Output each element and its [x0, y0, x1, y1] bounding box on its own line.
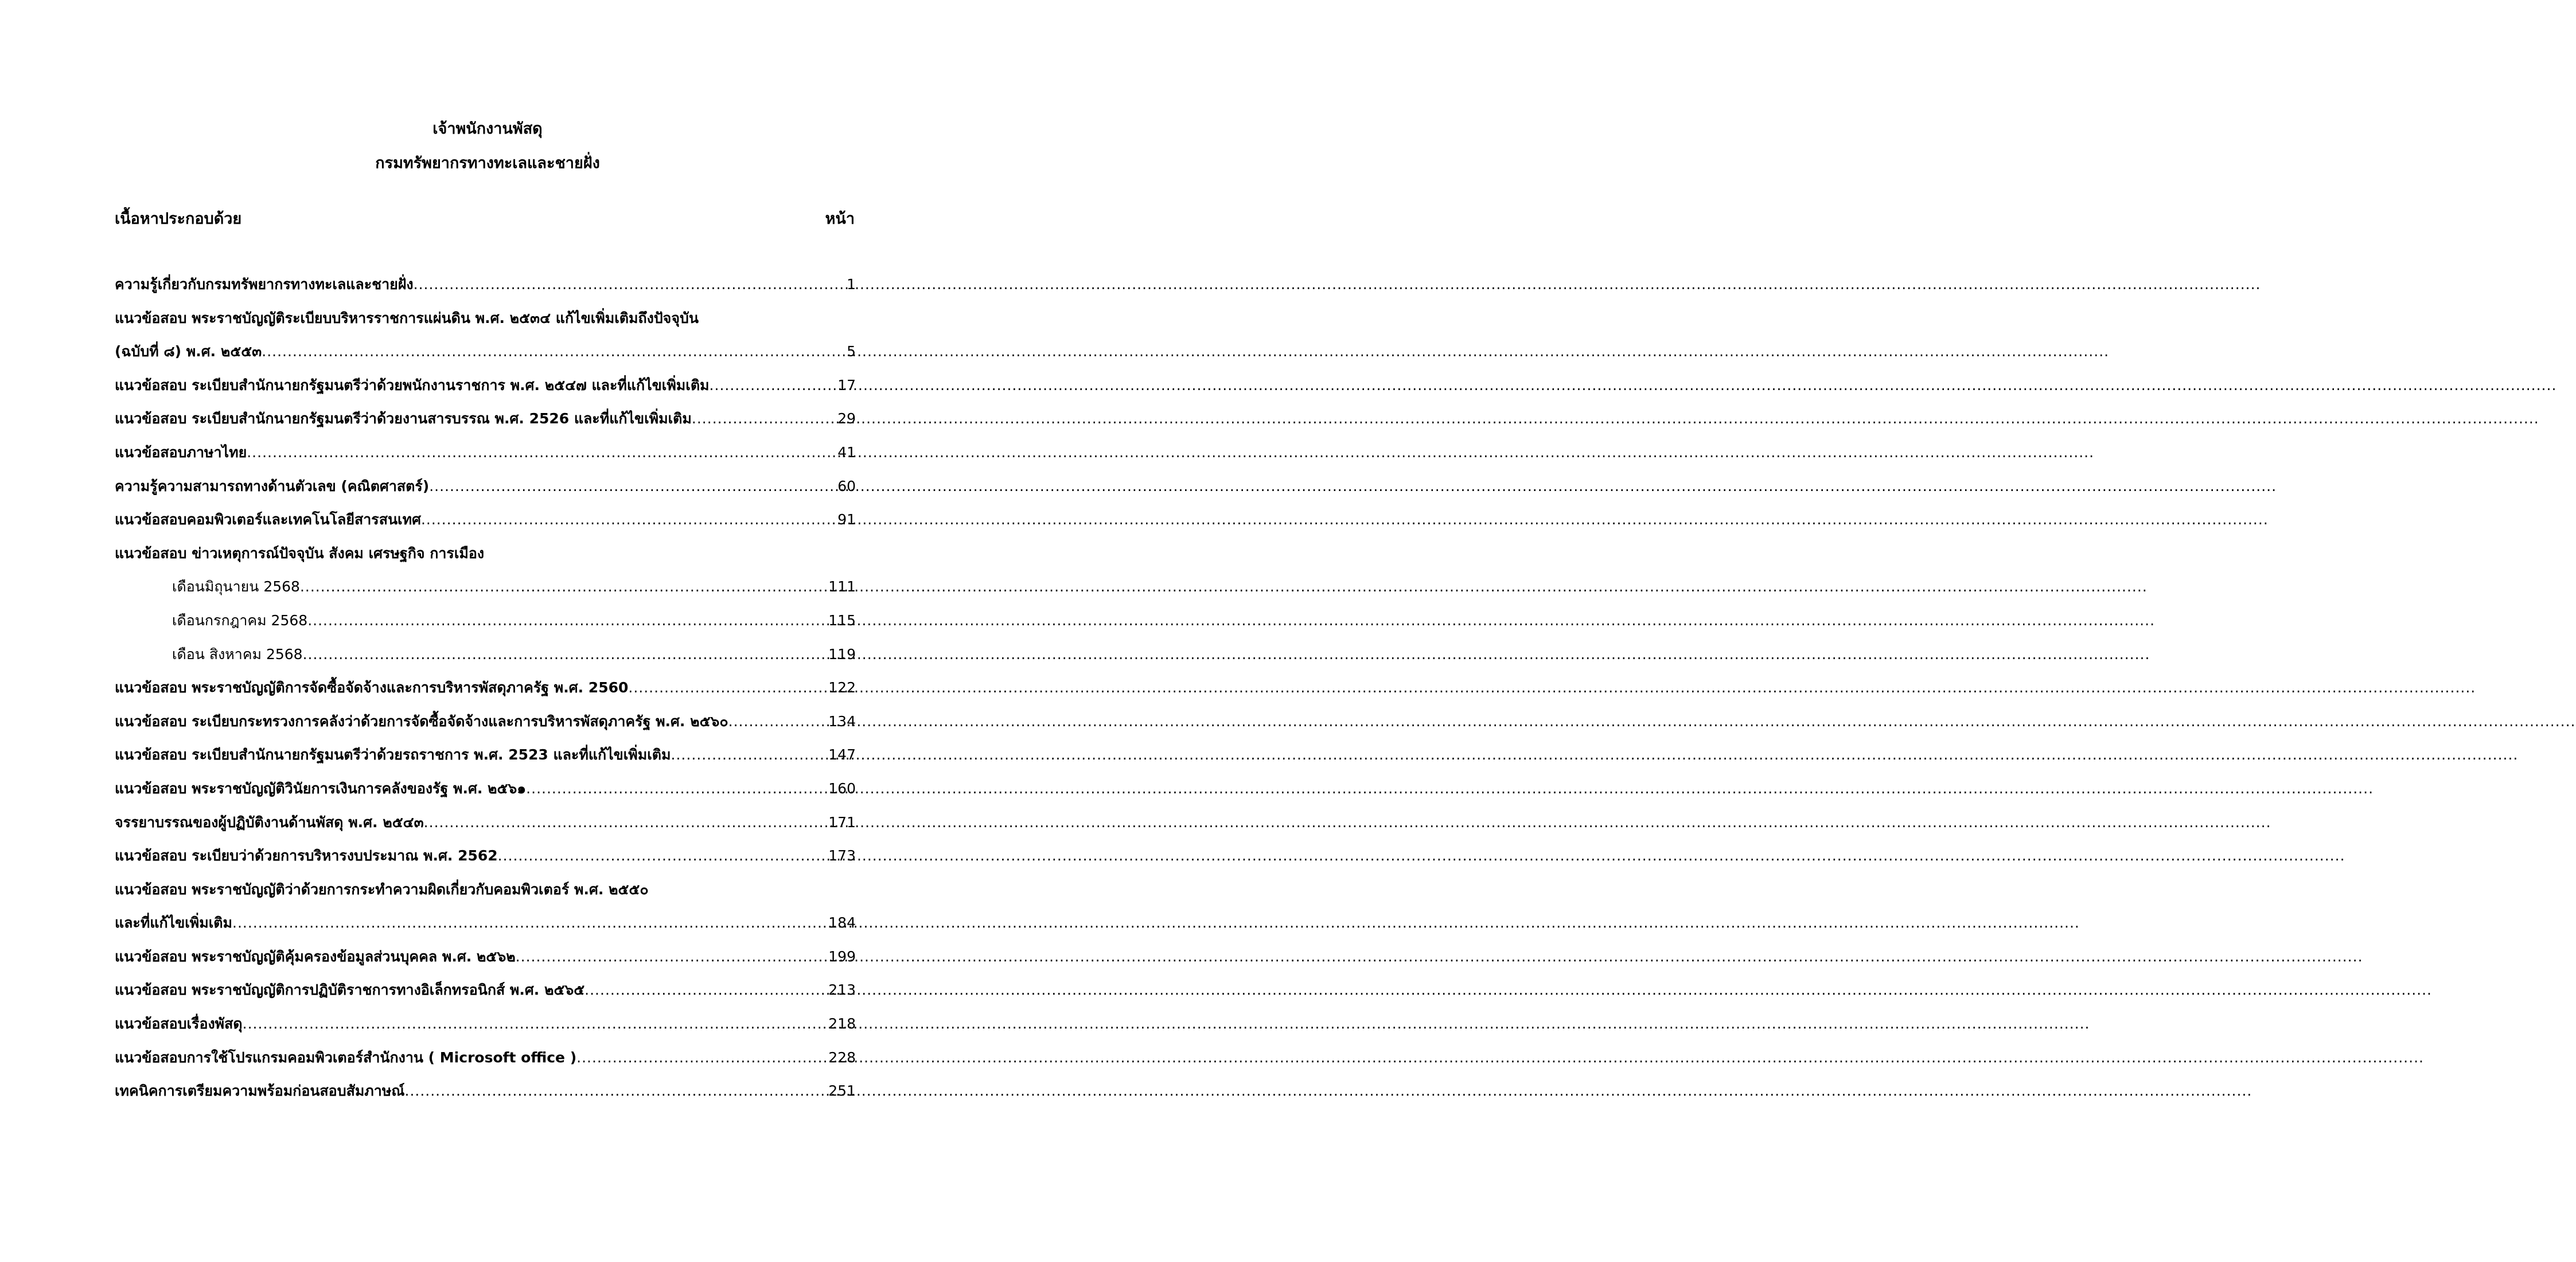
toc-entry-title: แนวข้อสอบการใช้โปรแกรมคอมพิวเตอร์สำนักงาน ( Microsoft office ): [115, 1049, 577, 1066]
toc-entry: [115, 407, 856, 441]
toc-entry-title: แนวข้อสอบ ระเบียบว่าด้วยการบริหารงบประมาณ พ.ศ. 2562: [115, 847, 498, 864]
toc-entry-title: แนวข้อสอบ พระราชบัญญัติการปฏิบัติราชการทางอิเล็กทรอนิกส์ พ.ศ. ๒๕๖๕: [115, 981, 585, 999]
toc-entry-page: 134: [828, 712, 856, 730]
toc-entry: [115, 676, 856, 710]
toc-dot-leader: [628, 676, 827, 699]
toc-dot-leader: [429, 475, 836, 498]
toc-entry-page: 199: [828, 948, 856, 965]
toc-entry: [115, 844, 856, 878]
toc-dot-leader: [424, 811, 828, 834]
toc-entry-page: 184: [828, 914, 856, 932]
toc-entry-title: จรรยาบรรณของผู้ปฏิบัติงานด้านพัสดุ พ.ศ. ๒๕๔๓: [115, 813, 424, 831]
toc-entry: [115, 912, 856, 945]
toc-entry-title: (ฉบับที่ ๘) พ.ศ. ๒๕๕๓: [115, 343, 262, 360]
toc-entry-title: แนวข้อสอบ พระราชบัญญัติระเบียบบริหารราชการแผ่นดิน พ.ศ. ๒๕๓๔ แก้ไขเพิ่มเติมถึงปัจจุบัน: [115, 309, 699, 326]
toc-entry-page: 119: [828, 645, 856, 663]
toc-entry: [115, 643, 856, 677]
toc-entry-page: 218: [828, 1015, 856, 1033]
toc-entry-title: เทคนิคการเตรียมความพร้อมก่อนสอบสัมภาษณ์: [115, 1082, 405, 1100]
toc-entry-page: 41: [837, 443, 856, 461]
toc-entry: [115, 273, 856, 307]
toc-entry-page: 173: [828, 847, 856, 864]
document-subtitle: กรมทรัพยากรทางทะเลและชายฝั่ง: [375, 154, 600, 172]
toc-entry: [115, 441, 856, 475]
toc-entry-page: 60: [837, 477, 856, 494]
toc-entry-title: เดือนกรกฎาคม 2568: [172, 611, 308, 629]
toc-entry: [115, 609, 856, 643]
toc-dot-leader: [303, 643, 828, 666]
toc-dot-leader: [498, 844, 828, 867]
toc-entry-page: 17: [837, 376, 856, 394]
toc-entry: [115, 979, 856, 1012]
toc-entry: [115, 307, 856, 341]
toc-entry: [115, 542, 856, 576]
toc-entry-title: แนวข้อสอบคอมพิวเตอร์และเทคโนโลยีสารสนเทศ: [115, 511, 421, 528]
toc-entry-title: แนวข้อสอบ ระเบียบสำนักนายกรัฐมนตรีว่าด้วยรถราชการ พ.ศ. 2523 และที่แก้ไขเพิ่มเติม: [115, 746, 671, 764]
toc-entry: [115, 811, 856, 845]
toc-dot-leader: [243, 1012, 828, 1035]
toc-dot-leader: [247, 441, 836, 464]
toc-dot-leader: [300, 575, 827, 598]
toc-entry: [115, 340, 856, 374]
toc-entry: [115, 374, 856, 408]
toc-entry-title: แนวข้อสอบ ข่าวเหตุการณ์ปัจจุบัน สังคม เศรษฐกิจ การเมือง: [115, 544, 485, 562]
toc-dot-leader: [307, 609, 827, 632]
toc-entry: [115, 878, 856, 912]
toc-entry-title: แนวข้อสอบ ระเบียบกระทรวงการคลังว่าด้วยการจัดซื้อจัดจ้างและการบริหารพัสดุภาครัฐ พ.ศ. ๒๕๖๐: [115, 712, 728, 730]
toc-entry-page: 228: [828, 1049, 856, 1066]
toc-entry-page: 1: [847, 276, 856, 293]
toc-dot-leader: [576, 1046, 827, 1069]
document-title: เจ้าพนักงานพัสดุ: [432, 120, 543, 138]
toc-entry: [115, 1080, 856, 1113]
toc-entry: [115, 777, 856, 811]
toc-entry-title: แนวข้อสอบ ระเบียบสำนักนายกรัฐมนตรีว่าด้วยพนักงานราชการ พ.ศ. ๒๕๔๗ และที่แก้ไขเพิ่มเติม: [115, 376, 710, 394]
toc-entry: [115, 1012, 856, 1046]
toc-entry-page: 91: [837, 511, 856, 528]
toc-entry-page: 29: [837, 410, 856, 427]
toc-entry-title: ความรู้เกี่ยวกับกรมทรัพยากรทางทะเลและชายฝั่ง: [115, 276, 414, 293]
toc-dot-leader: [728, 710, 828, 733]
toc-entry-page: 147: [828, 746, 856, 764]
toc-dot-leader: [526, 777, 827, 800]
toc-header-contents: เนื้อหาประกอบด้วย: [115, 210, 242, 228]
toc-dot-leader: [692, 407, 836, 430]
toc-header-page: หน้า: [825, 210, 855, 228]
toc-entry: [115, 508, 856, 542]
toc-header: [115, 208, 855, 231]
toc-entry-page: 213: [828, 981, 856, 999]
toc-dot-leader: [405, 1080, 828, 1103]
toc-dot-leader: [584, 979, 827, 1002]
toc-entry-title: เดือน สิงหาคม 2568: [172, 645, 303, 663]
toc-entry-title: แนวข้อสอบภาษาไทย: [115, 443, 247, 461]
toc-entry-title: แนวข้อสอบ ระเบียบสำนักนายกรัฐมนตรีว่าด้วยงานสารบรรณ พ.ศ. 2526 และที่แก้ไขเพิ่มเติม: [115, 410, 692, 427]
toc-entry-page: 251: [828, 1082, 856, 1100]
toc-entry-title: และที่แก้ไขเพิ่มเติม: [115, 914, 233, 932]
toc-dot-leader: [710, 374, 837, 397]
toc-entry-title: แนวข้อสอบ พระราชบัญญัติวินัยการเงินการคลังของรัฐ พ.ศ. ๒๕๖๑: [115, 780, 527, 797]
toc-entry: [115, 575, 856, 609]
toc-entry-page: 171: [828, 813, 856, 831]
toc-dot-leader: [262, 340, 845, 363]
toc-entry: [115, 475, 856, 509]
toc-entry-title: แนวข้อสอบ พระราชบัญญัติคุ้มครองข้อมูลส่วนบุคคล พ.ศ. ๒๕๖๒: [115, 948, 516, 965]
toc-entry: [115, 1046, 856, 1080]
toc-entry-title: แนวข้อสอบ พระราชบัญญัติการจัดซื้อจัดจ้างและการบริหารพัสดุภาครัฐ พ.ศ. 2560: [115, 679, 629, 696]
toc-entry-page: 111: [828, 578, 856, 595]
toc-entry: [115, 743, 856, 777]
toc-entry-title: แนวข้อสอบเรื่องพัสดุ: [115, 1015, 243, 1033]
toc-entry-title: แนวข้อสอบ พระราชบัญญัติว่าด้วยการกระทำความผิดเกี่ยวกับคอมพิวเตอร์ พ.ศ. ๒๕๕๐: [115, 881, 649, 898]
toc-entry-title: เดือนมิถุนายน 2568: [172, 578, 300, 595]
toc-dot-leader: [516, 945, 828, 968]
toc-dot-leader: [421, 508, 836, 531]
toc-dot-leader: [671, 743, 828, 766]
toc-dot-leader: [232, 912, 827, 934]
document-page: [0, 0, 975, 1262]
toc-entry-page: 5: [847, 343, 856, 360]
toc-entry-page: 115: [828, 611, 856, 629]
toc-entry: [115, 710, 856, 744]
toc-entry-page: 160: [828, 780, 856, 797]
toc-dot-leader: [414, 273, 845, 296]
toc-entry-title: ความรู้ความสามารถทางด้านตัวเลข (คณิตศาสตร์): [115, 477, 430, 494]
table-of-contents: [115, 273, 856, 1113]
toc-entry: [115, 945, 856, 979]
toc-entry-page: 122: [828, 679, 856, 696]
